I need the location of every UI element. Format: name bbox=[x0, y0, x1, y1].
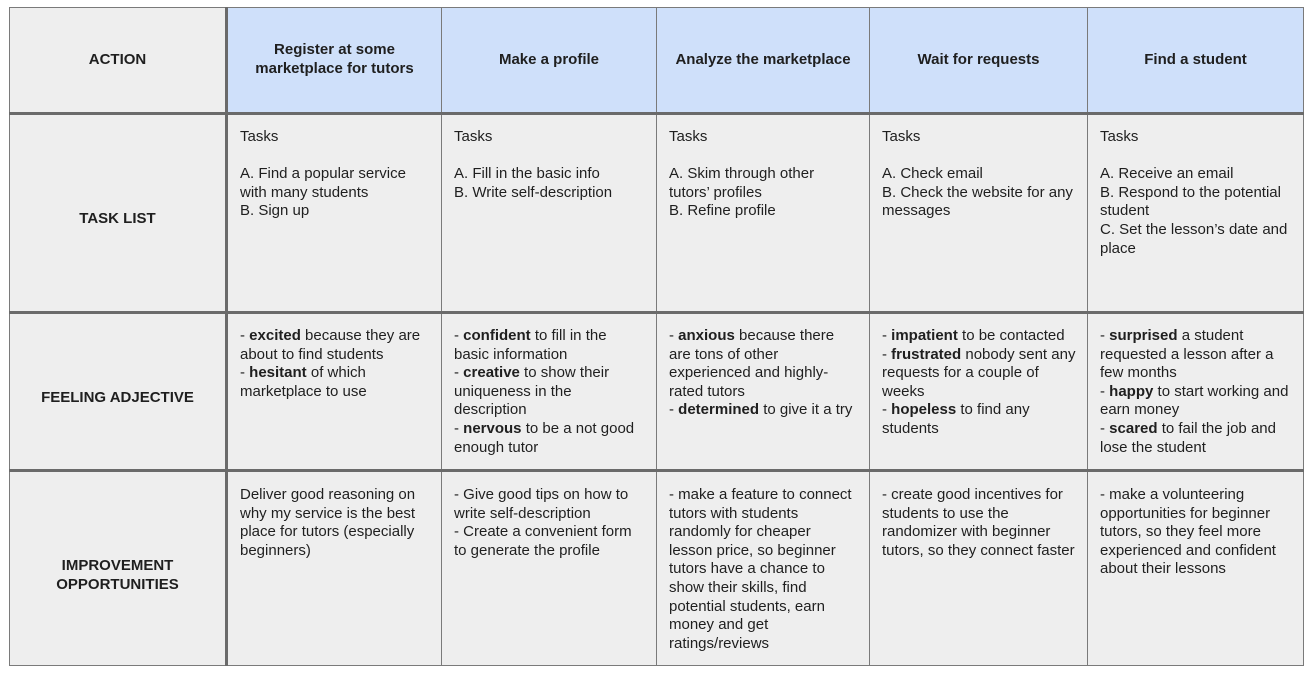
improvement-cell-analyze bbox=[657, 471, 870, 666]
task-item: B. Sign up bbox=[240, 202, 310, 220]
row-label-task-list: TASK LIST bbox=[10, 114, 227, 313]
tasks-cell-find bbox=[1088, 114, 1304, 313]
feeling-item: - scared to fail the job and lose the student bbox=[1100, 419, 1281, 456]
tasks-heading: Tasks bbox=[454, 128, 493, 145]
tasks-cell-profile bbox=[442, 114, 657, 313]
feeling-item: - creative to show their uniqueness in the description bbox=[454, 364, 614, 419]
improvement-item: - make a volunteering opportunities for beginner tutors, so they feel more experienced and confident about their lessons bbox=[1100, 486, 1281, 578]
improvement-item: - create good incentives for students to use the randomizer with beginner tutors, so they connect faster bbox=[882, 486, 1075, 559]
task-item: B. Respond to the potential student bbox=[1100, 183, 1286, 220]
customer-journey-table bbox=[9, 7, 1304, 666]
feeling-item: - determined to give it a try bbox=[669, 401, 853, 419]
action-row bbox=[10, 8, 1304, 114]
feeling-item: - hesitant of which marketplace to use bbox=[240, 364, 371, 400]
row-label-action: ACTION bbox=[10, 8, 227, 114]
feeling-item: - anxious because there are tons of other experienced and highly-rated tutors bbox=[669, 327, 839, 400]
feeling-item: - confident to fill in the basic information bbox=[454, 327, 611, 363]
row-label-feeling: FEELING ADJECTIVE bbox=[10, 313, 227, 471]
feeling-adjective: hesitant bbox=[249, 364, 307, 382]
task-item: B. Refine profile bbox=[669, 202, 776, 220]
feeling-item: - nervous to be a not good enough tutor bbox=[454, 419, 639, 456]
action-header-wait: Wait for requests bbox=[870, 8, 1088, 114]
improvement-item: - Give good tips on how to write self-description bbox=[454, 486, 633, 522]
tasks-heading: Tasks bbox=[669, 128, 708, 145]
tasks-cell-register bbox=[227, 114, 442, 313]
feeling-cell-analyze bbox=[657, 313, 870, 471]
feeling-adjective: nervous bbox=[463, 419, 522, 437]
task-item: A. Fill in the basic info bbox=[454, 165, 600, 183]
task-item: C. Set the lesson’s date and place bbox=[1100, 220, 1292, 257]
improvement-row bbox=[10, 471, 1304, 666]
tasks-cell-wait bbox=[870, 114, 1088, 313]
feeling-adjective: excited bbox=[249, 327, 301, 344]
improvement-cell-wait bbox=[870, 471, 1088, 666]
feeling-adjective: confident bbox=[463, 327, 531, 344]
improvement-cell-find bbox=[1088, 471, 1304, 666]
improvement-cell-register bbox=[227, 471, 442, 666]
feeling-item: - impatient to be contacted bbox=[882, 327, 1065, 344]
feeling-item: - excited because they are about to find students bbox=[240, 327, 425, 363]
action-header-register: Register at some marketplace for tutors bbox=[227, 8, 442, 114]
improvement-item: - Create a convenient form to generate the profile bbox=[454, 523, 636, 559]
improvement-item: - make a feature to connect tutors with students randomly for cheaper lesson price, so beginner tutors have a chance to show their skills, find potential students, earn money and get ratings/reviews bbox=[669, 486, 856, 652]
action-header-profile: Make a profile bbox=[442, 8, 657, 114]
feeling-cell-register bbox=[227, 313, 442, 471]
feeling-item: - frustrated nobody sent any requests for a couple of weeks bbox=[882, 345, 1080, 400]
feeling-adjective: happy bbox=[1109, 382, 1154, 400]
feeling-cell-wait bbox=[870, 313, 1088, 471]
feeling-adjective: surprised bbox=[1109, 327, 1178, 344]
tasks-heading: Tasks bbox=[240, 128, 279, 145]
task-item: B. Check the website for any messages bbox=[882, 183, 1078, 220]
feeling-adjective: frustrated bbox=[891, 345, 962, 363]
action-header-analyze: Analyze the marketplace bbox=[657, 8, 870, 114]
feeling-adjective: scared bbox=[1109, 419, 1158, 437]
task-item: A. Check email bbox=[882, 165, 983, 183]
task-item: A. Skim through other tutors’ profiles bbox=[669, 165, 819, 201]
task-item: B. Write self-description bbox=[454, 183, 613, 201]
tasks-heading: Tasks bbox=[882, 128, 921, 145]
tasks-cell-analyze bbox=[657, 114, 870, 313]
feeling-adjective: determined bbox=[678, 401, 760, 419]
feeling-item: - hopeless to find any students bbox=[882, 401, 1034, 437]
feeling-adjective: hopeless bbox=[891, 401, 957, 419]
task-list-row bbox=[10, 114, 1304, 313]
feeling-adjective: impatient bbox=[891, 327, 958, 344]
task-item: A. Receive an email bbox=[1100, 165, 1234, 183]
feeling-row bbox=[10, 313, 1304, 471]
feeling-cell-profile bbox=[442, 313, 657, 471]
feeling-adjective: anxious bbox=[678, 327, 735, 344]
feeling-cell-find bbox=[1088, 313, 1304, 471]
improvement-item: Deliver good reasoning on why my service is the best place for tutors (especially beginners) bbox=[240, 486, 420, 559]
feeling-item: - happy to start working and earn money bbox=[1100, 382, 1293, 419]
feeling-adjective: creative bbox=[463, 364, 520, 382]
improvement-cell-profile bbox=[442, 471, 657, 666]
feeling-item: - surprised a student requested a lesson after a few months bbox=[1100, 327, 1278, 382]
task-item: A. Find a popular service with many students bbox=[240, 165, 411, 201]
row-label-improvement: IMPROVEMENT OPPORTUNITIES bbox=[10, 471, 227, 666]
action-header-find: Find a student bbox=[1088, 8, 1304, 114]
tasks-heading: Tasks bbox=[1100, 128, 1139, 145]
